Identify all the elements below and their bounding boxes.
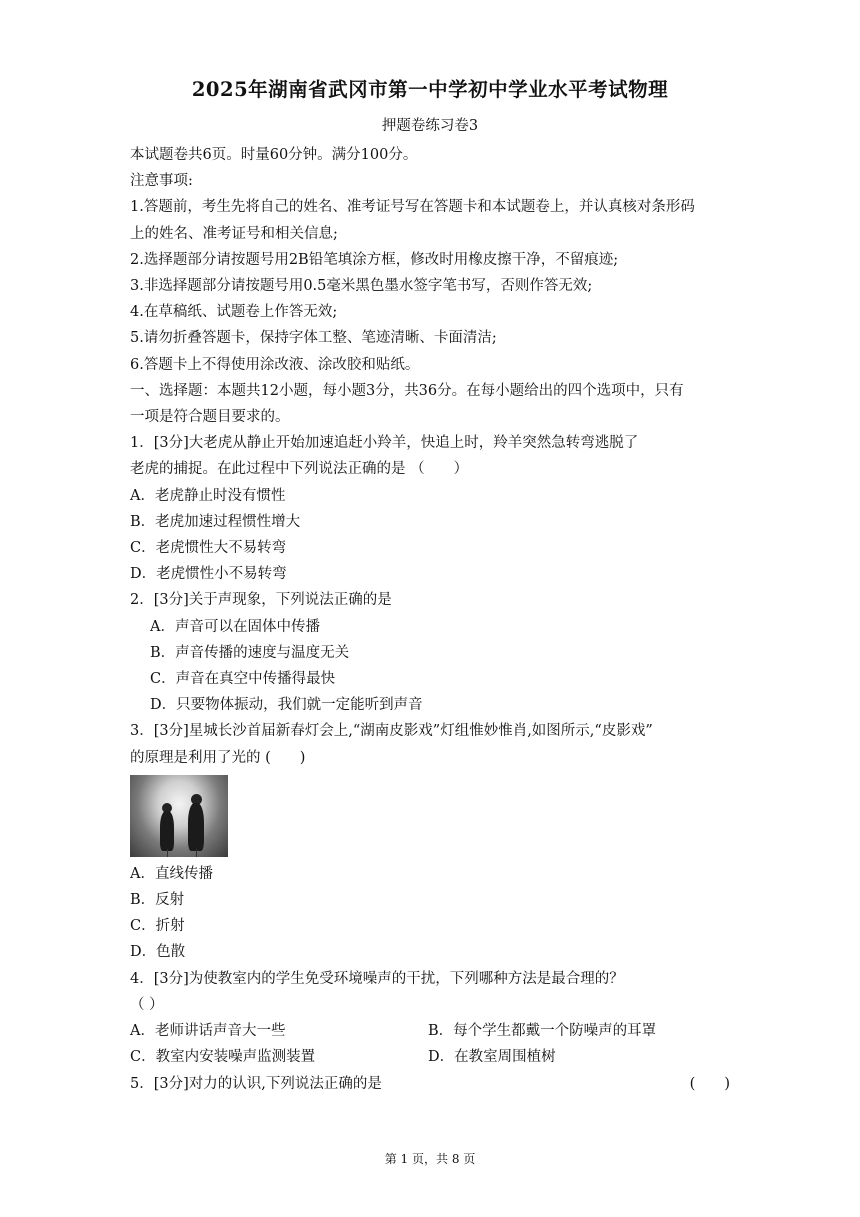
exam-content <box>130 142 730 1097</box>
question-1-option-b: B．老虎加速过程惯性增大 <box>130 513 301 530</box>
question-2-option-d: D．只要物体振动，我们就一定能听到声音 <box>150 697 423 714</box>
question-2-option-a: A．声音可以在固体中传播 <box>150 618 320 635</box>
question-3-stem-cont: 的原理是利用了光的 ( ) <box>130 749 306 766</box>
section-heading-cont: 一项是符合题目要求的。 <box>130 409 290 426</box>
notice-item: 1.答题前，考生先将自己的姓名、准考证号写在答题卡和本试题卷上，并认真核对条形码 <box>130 199 695 216</box>
section-heading: 一、选择题：本题共12小题，每小题3分，共36分。在每小题给出的四个选项中，只有 <box>130 382 684 399</box>
question-4-stem: 4．[3分]为使教室内的学生免受环境噪声的干扰，下列哪种方法是最合理的？ <box>130 970 624 987</box>
question-1-option-a: A．老虎静止时没有惯性 <box>130 487 286 504</box>
question-4-option-a: A．老师讲话声音大一些 <box>130 1023 286 1040</box>
notice-item: 5.请勿折叠答题卡，保持字体工整、笔迹清晰、卡面清洁; <box>130 330 497 347</box>
question-1-option-d: D．老虎惯性小不易转弯 <box>130 566 287 583</box>
notice-item: 上的姓名、准考证号和相关信息; <box>130 225 338 242</box>
question-3-option-c: C．折射 <box>130 918 185 935</box>
question-1-option-c: C．老虎惯性大不易转弯 <box>130 540 287 557</box>
question-4-options-row-1 <box>130 1018 730 1044</box>
notice-item: 6.答题卡上不得使用涂改液、涂改胶和贴纸。 <box>130 356 420 373</box>
shadow-puppet-image <box>130 775 228 857</box>
notice-item: 2.选择题部分请按题号用2B铅笔填涂方框，修改时用橡皮擦干净，不留痕迹; <box>130 251 619 268</box>
notice-title: 注意事项: <box>130 173 193 190</box>
question-4-option-c: C．教室内安装噪声监测装置 <box>130 1049 316 1066</box>
question-3-stem: 3．[3分]星城长沙首届新春灯会上,“湖南皮影戏”灯组惟妙惟肖,如图所示,“皮影戏” <box>130 723 653 740</box>
question-4-options-row-2 <box>130 1044 730 1070</box>
question-2-option-b: B．声音传播的速度与温度无关 <box>150 644 350 661</box>
question-5-stem: 5．[3分]对力的认识,下列说法正确的是 <box>130 1075 382 1092</box>
question-1-stem: 1．[3分]大老虎从静止开始加速追赶小羚羊，快追上时，羚羊突然急转弯逃脱了 <box>130 435 639 452</box>
question-4-option-d: D．在教室周围植树 <box>428 1049 556 1066</box>
notice-item: 3.非选择题部分请按题号用0.5毫米黑色墨水签字笔书写，否则作答无效; <box>130 278 593 295</box>
question-3-option-b: B．反射 <box>130 892 185 909</box>
page-title: 2025年湖南省武冈市第一中学初中学业水平考试物理 <box>191 78 669 101</box>
question-2-stem: 2．[3分]关于声现象，下列说法正确的是 <box>130 592 392 609</box>
exam-info: 本试题卷共6页。时量60分钟。满分100分。 <box>130 147 418 163</box>
page-subtitle: 押题卷练习卷3 <box>381 118 479 134</box>
question-4-option-b: B．每个学生都戴一个防噪声的耳罩 <box>428 1023 657 1040</box>
question-3-option-a: A．直线传播 <box>130 865 213 882</box>
question-1-stem-cont: 老虎的捕捉。在此过程中下列说法正确的是 （ ） <box>130 461 469 478</box>
question-2-option-c: C．声音在真空中传播得最快 <box>150 671 336 688</box>
page-footer: 第 1 页，共 8 页 <box>384 1152 476 1166</box>
question-4-stem-cont: （ ） <box>130 996 164 1013</box>
question-5-stem-row <box>130 1071 730 1097</box>
question-5-bracket: ( ) <box>689 1075 730 1092</box>
notice-item: 4.在草稿纸、试题卷上作答无效; <box>130 304 338 321</box>
question-3-option-d: D．色散 <box>130 944 186 961</box>
